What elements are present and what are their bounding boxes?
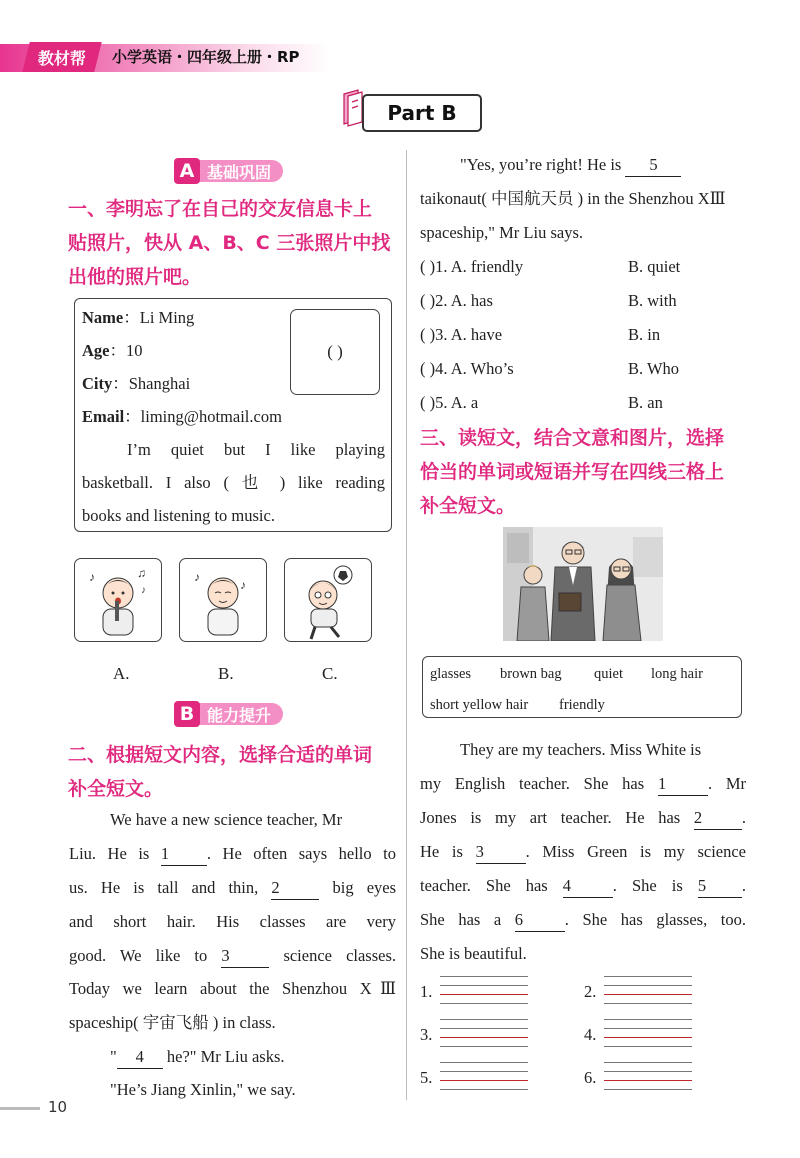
answer-label: 2. bbox=[584, 982, 597, 1001]
q2-title bbox=[68, 738, 398, 806]
passage-line: us. He is tall and thin, 2 big eyes bbox=[69, 871, 396, 905]
card-body-line: I’m quiet but I like playing bbox=[127, 440, 385, 459]
answer-label: 1. bbox=[420, 982, 433, 1001]
q3-title-line: 补全短文。 bbox=[420, 495, 516, 517]
q3-title-line: 恰当的单词或短语并写在四线三格上 bbox=[420, 461, 725, 483]
colon: ： bbox=[123, 308, 140, 327]
email-label: Email bbox=[82, 407, 125, 426]
passage-line: "He’s Jiang Xinlin," we say. bbox=[110, 1080, 296, 1099]
word-bank-item: brown bag bbox=[500, 666, 562, 682]
age-label: Age bbox=[82, 341, 110, 360]
svg-text:♪: ♪ bbox=[240, 578, 246, 592]
q3-title bbox=[420, 421, 750, 523]
passage-line: Liu. He is 1 . He often says hello to bbox=[69, 837, 396, 871]
photo-slot: ( ) bbox=[290, 309, 380, 395]
word-bank-item: long hair bbox=[651, 666, 703, 682]
passage-line: and short hair. His classes are very bbox=[69, 912, 396, 931]
word-bank-item: short yellow hair bbox=[430, 697, 529, 713]
four-line-grid-3[interactable] bbox=[440, 1019, 528, 1047]
colon: ： bbox=[112, 374, 129, 393]
name-label: Name bbox=[82, 308, 124, 327]
name-value: Li Ming bbox=[139, 308, 195, 327]
blank-1[interactable]: 1 bbox=[161, 843, 207, 866]
blank-1[interactable]: 1 bbox=[658, 773, 708, 796]
choice-row: ( )5. A. a B. an bbox=[420, 393, 663, 412]
blank-4[interactable]: 4 bbox=[563, 875, 613, 898]
choice-row: ( )3. A. have B. in bbox=[420, 325, 661, 344]
section-b-label: 能力提升 bbox=[197, 703, 283, 725]
blank-5[interactable]: 5 bbox=[625, 154, 681, 177]
q1-title-line: 一、李明忘了在自己的交友信息卡上 bbox=[68, 198, 373, 220]
answer-paren[interactable]: ( ) bbox=[420, 393, 436, 412]
picture-b-calm-boy bbox=[179, 558, 267, 642]
passage-line: He is 3 . Miss Green is my science bbox=[420, 835, 746, 869]
answer-label: 3. bbox=[420, 1025, 433, 1044]
passage-line: "Yes, you’re right! He is 5 bbox=[460, 148, 681, 182]
card-age-row bbox=[82, 334, 143, 368]
svg-text:♪: ♪ bbox=[141, 585, 146, 596]
card-city-row bbox=[82, 367, 190, 401]
q2-title-line: 补全短文。 bbox=[68, 778, 164, 800]
blank-6[interactable]: 6 bbox=[515, 909, 565, 932]
q2-title-line: 二、根据短文内容，选择合适的单词 bbox=[68, 744, 373, 766]
picture-c-football-boy bbox=[284, 558, 372, 642]
word-bank-item: friendly bbox=[559, 697, 605, 713]
header-tag: 教材帮 bbox=[22, 42, 101, 72]
passage-line: teacher. She has 4 . She is 5 . bbox=[420, 869, 746, 903]
card-body-line: books and listening to music. bbox=[82, 506, 275, 525]
passage-line: good. We like to 3 science classes. bbox=[69, 939, 396, 973]
card-name-row bbox=[82, 301, 194, 335]
section-a-letter: A bbox=[174, 158, 200, 184]
colon: ： bbox=[124, 407, 141, 426]
section-a-badge bbox=[174, 158, 283, 184]
answer-paren[interactable]: ( ) bbox=[420, 257, 436, 276]
passage-line: Today we learn about the Shenzhou XⅢ bbox=[69, 979, 396, 998]
part-title: Part B bbox=[362, 94, 482, 132]
teachers-illustration bbox=[503, 527, 663, 641]
answer-paren[interactable]: ( ) bbox=[420, 291, 436, 310]
choice-row: ( )1. A. friendly B. quiet bbox=[420, 257, 681, 276]
choice-row: ( )4. A. Who’s B. Who bbox=[420, 359, 680, 378]
svg-text:♫: ♫ bbox=[137, 566, 146, 580]
header-title: 小学英语・四年级上册・RP bbox=[112, 48, 300, 66]
colon: ： bbox=[109, 341, 126, 360]
section-b-letter: B bbox=[174, 701, 200, 727]
four-line-grid-6[interactable] bbox=[604, 1062, 692, 1090]
picture-a-singing-boy bbox=[74, 558, 162, 642]
blank-3[interactable]: 3 bbox=[476, 841, 526, 864]
answer-paren[interactable]: ( ) bbox=[420, 359, 436, 378]
passage-line: spaceship( 宇宙飞船 ) in class. bbox=[69, 1013, 276, 1032]
passage-line: She is beautiful. bbox=[420, 944, 527, 963]
blank-5[interactable]: 5 bbox=[698, 875, 742, 898]
four-line-grid-2[interactable] bbox=[604, 976, 692, 1004]
passage-line: " 4 he?" Mr Liu asks. bbox=[110, 1040, 285, 1074]
city-value: Shanghai bbox=[128, 374, 191, 393]
section-b-badge bbox=[174, 701, 283, 727]
passage-line: my English teacher. She has 1 . Mr bbox=[420, 767, 746, 801]
column-divider bbox=[406, 150, 407, 1100]
section-a-label: 基础巩固 bbox=[197, 160, 283, 182]
passage-line: They are my teachers. Miss White is bbox=[460, 740, 702, 759]
svg-text:♪: ♪ bbox=[89, 570, 95, 584]
blank-3[interactable]: 3 bbox=[221, 945, 269, 968]
passage-line: spaceship," Mr Liu says. bbox=[420, 223, 584, 242]
choice-row: ( )2. A. has B. with bbox=[420, 291, 677, 310]
q3-title-line: 三、读短文，结合文意和图片，选择 bbox=[420, 427, 725, 449]
word-bank-item: quiet bbox=[594, 666, 623, 682]
svg-text:♪: ♪ bbox=[194, 570, 200, 584]
passage-line: We have a new science teacher, Mr bbox=[110, 810, 343, 829]
card-body-line: basketball. I also ( 也 ) like reading bbox=[82, 473, 385, 492]
word-bank-item: glasses bbox=[430, 666, 472, 682]
option-a-label: A. bbox=[113, 664, 130, 683]
email-value: liming@hotmail.com bbox=[140, 407, 282, 426]
page-number-bar bbox=[0, 1107, 40, 1110]
answer-label: 6. bbox=[584, 1068, 597, 1087]
option-b-label: B. bbox=[218, 664, 234, 683]
blank-2[interactable]: 2 bbox=[694, 807, 742, 830]
four-line-grid-1[interactable] bbox=[440, 976, 528, 1004]
blank-4[interactable]: 4 bbox=[117, 1046, 163, 1069]
q1-title-line: 贴照片，快从 A、B、C 三张照片中找 bbox=[68, 232, 391, 254]
passage-line: taikonaut( 中国航天员 ) in the Shenzhou XⅢ bbox=[420, 189, 726, 208]
answer-label: 5. bbox=[420, 1068, 433, 1087]
answer-paren[interactable]: ( ) bbox=[420, 325, 436, 344]
city-label: City bbox=[82, 374, 113, 393]
option-c-label: C. bbox=[322, 664, 338, 683]
four-line-grid-5[interactable] bbox=[440, 1062, 528, 1090]
q1-title bbox=[68, 192, 398, 294]
q1-title-line: 出他的照片吧。 bbox=[68, 266, 202, 288]
page-number: 10 bbox=[48, 1098, 68, 1116]
four-line-grid-4[interactable] bbox=[604, 1019, 692, 1047]
age-value: 10 bbox=[126, 341, 143, 360]
passage-line: Jones is my art teacher. He has 2 . bbox=[420, 801, 746, 835]
blank-2[interactable]: 2 bbox=[271, 877, 319, 900]
card-email-row bbox=[82, 400, 282, 434]
passage-line: She has a 6 . She has glasses, too. bbox=[420, 903, 746, 937]
answer-label: 4. bbox=[584, 1025, 597, 1044]
